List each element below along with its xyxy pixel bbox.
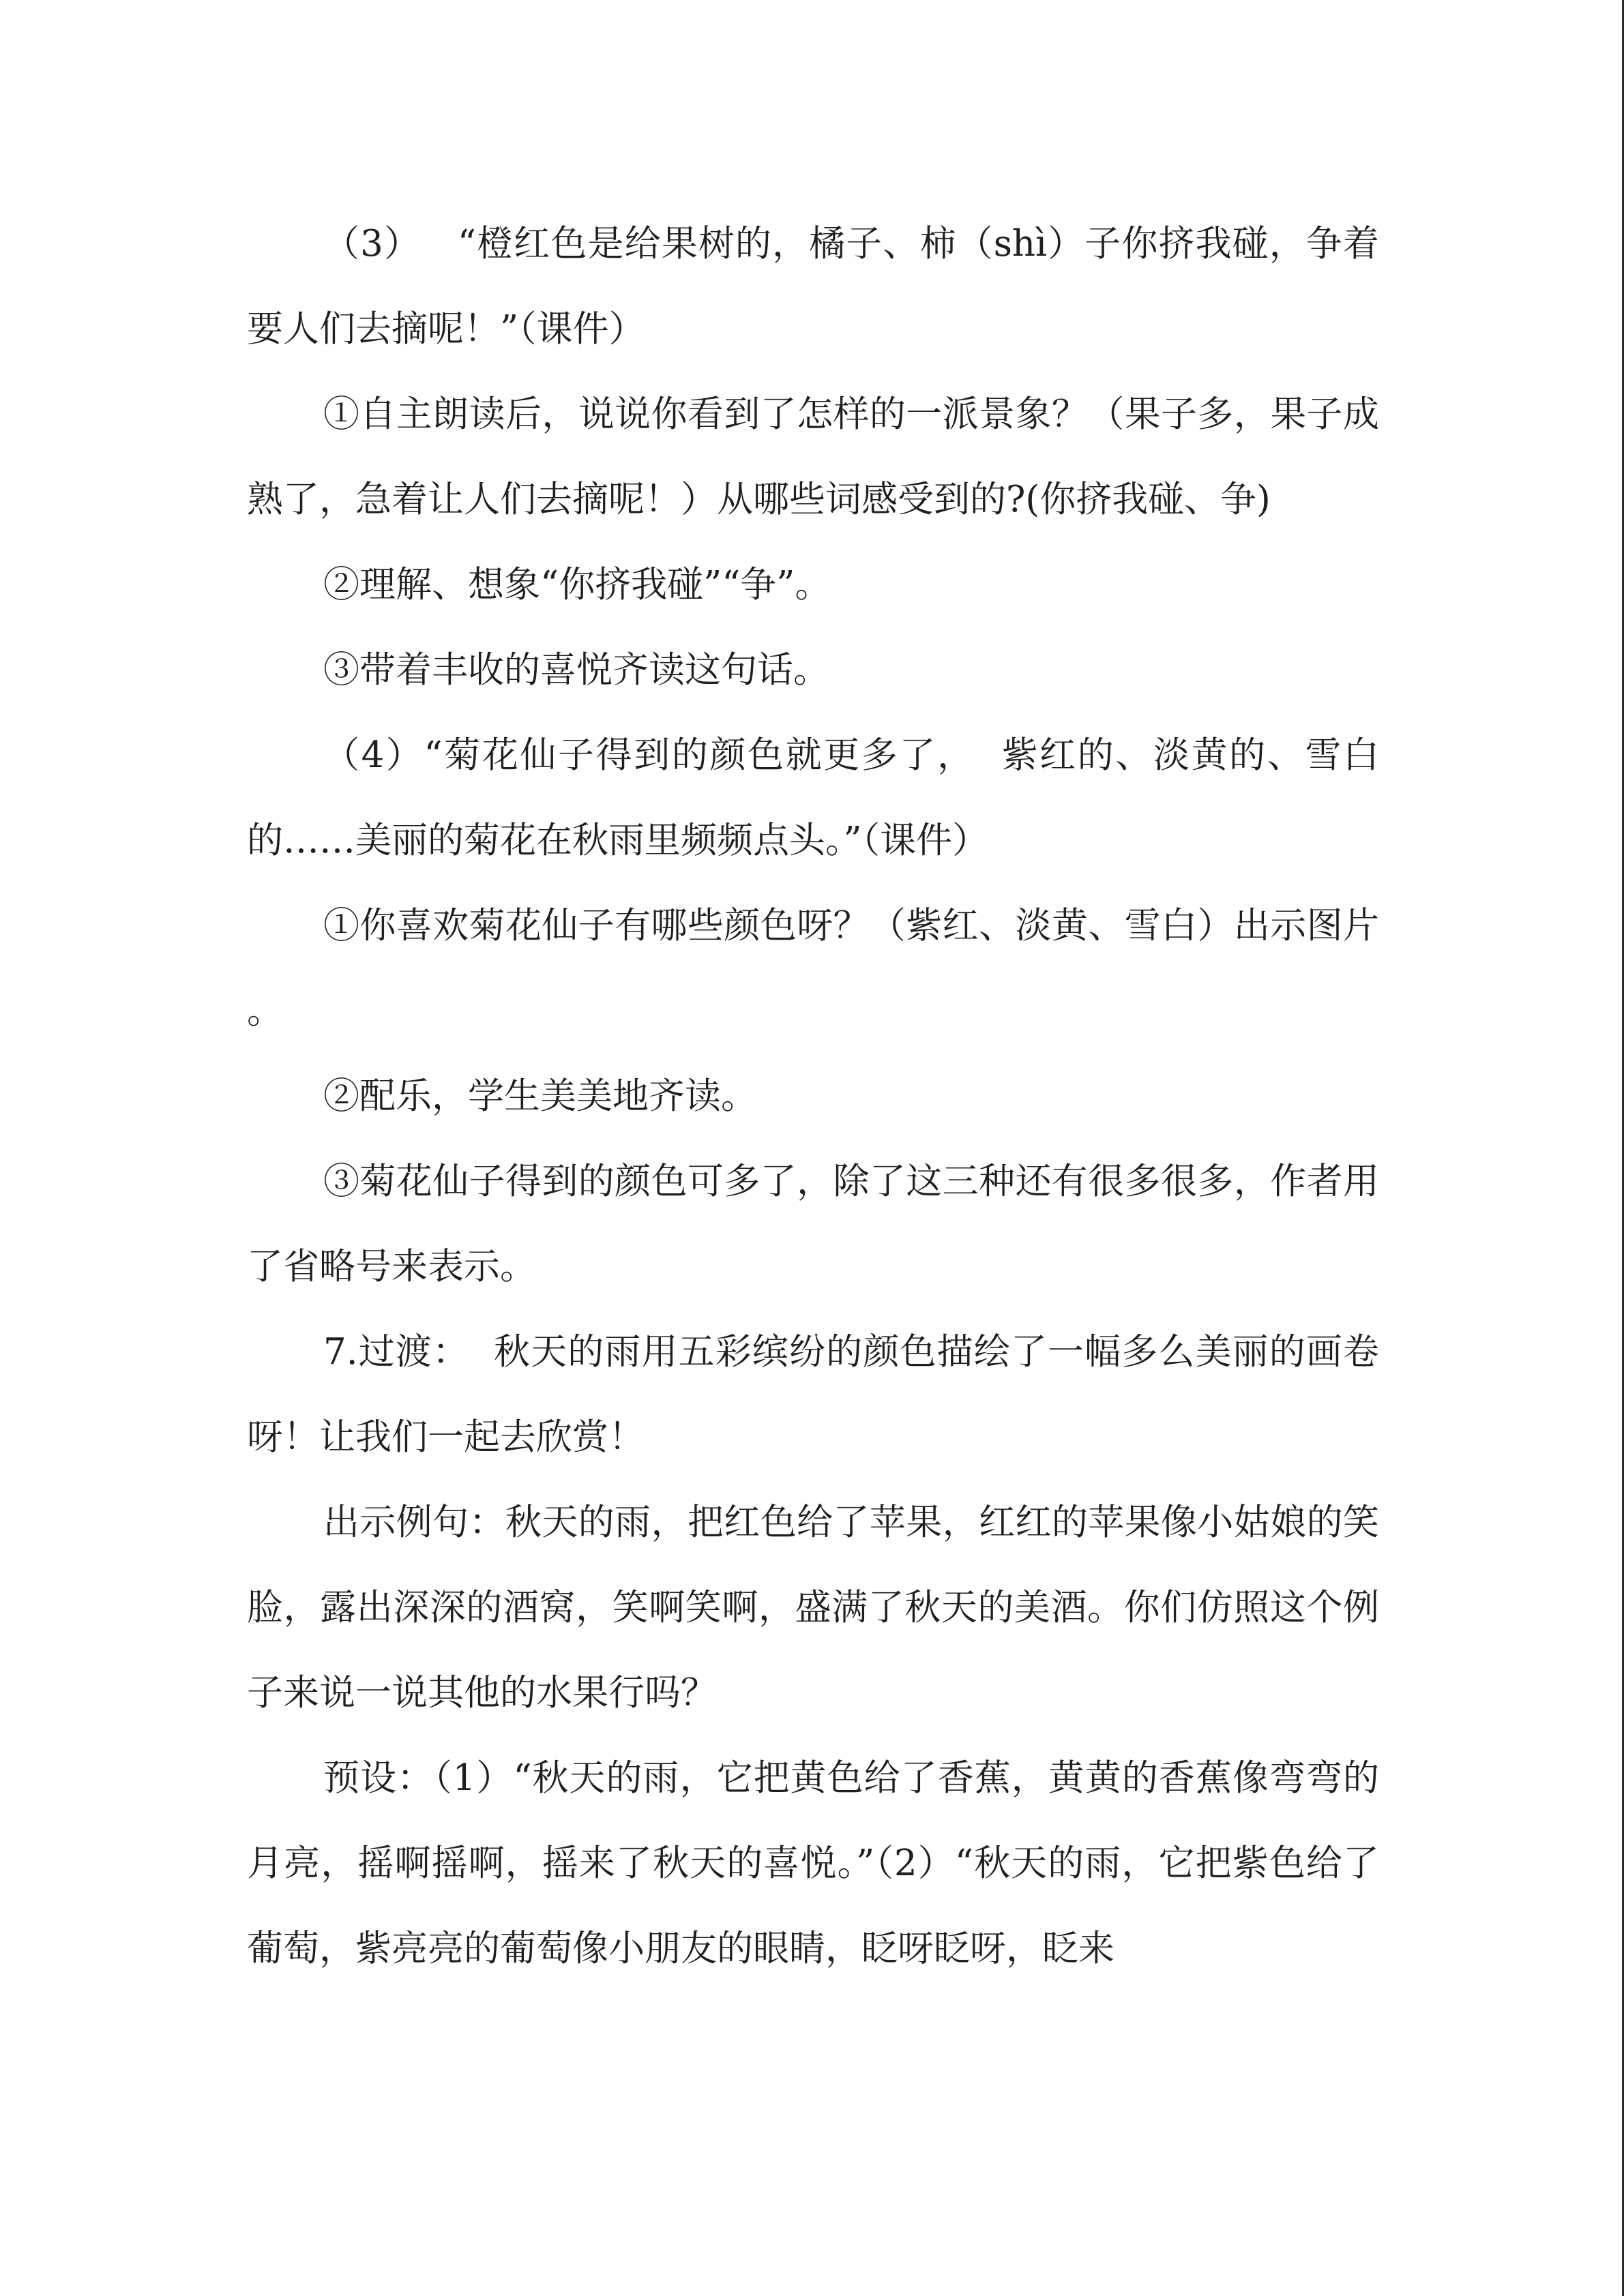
paragraph-example-sentence: 出示例句：秋天的雨，把红色给了苹果，红红的苹果像小姑娘的笑脸，露出深深的酒窝，笑啊笑啊，盛满了秋天的美酒。你们仿照这个例子来说一说其他的水果行吗？	[247, 1502, 1379, 1714]
paragraph-chrysanthemum-colors: ①你喜欢菊花仙子有哪些颜色呀？（紫红、淡黄、雪白）出示图片 。	[247, 905, 1391, 1032]
document-body	[247, 201, 1391, 1991]
paragraph-understand-imagine: ②理解、想象“你挤我碰”“争”。	[323, 564, 831, 606]
paragraph-read-aloud-question: ①自主朗读后，说说你看到了怎样的一派景象？（果子多，果子成熟了，急着让人们去摘呢！）从哪些词感受到的?(你挤我碰、争)	[247, 393, 1379, 520]
paragraph-transition: 7.过渡： 秋天的雨用五彩缤纷的颜色描绘了一幅多么美丽的画卷呀！让我们一起去欣赏！	[247, 1331, 1379, 1458]
paragraph-orange-fruit-sentence: （3） “橙红色是给果树的，橘子、柿（shì）子你挤我碰，争着要人们去摘呢！”（课件）	[247, 223, 1379, 350]
paragraph-read-with-joy: ③带着丰收的喜悦齐读这句话。	[323, 649, 829, 691]
paragraph-music-reading: ②配乐，学生美美地齐读。	[323, 1075, 757, 1117]
paragraph-preset-answers: 预设：（1）“秋天的雨，它把黄色给了香蕉，黄黄的香蕉像弯弯的月亮，摇啊摇啊，摇来了秋天的喜悦。”（2）“秋天的雨，它把紫色给了葡萄，紫亮亮的葡萄像小朋友的眼睛，眨呀眨呀，眨来	[247, 1757, 1379, 1969]
paragraph-ellipsis-note: ③菊花仙子得到的颜色可多了，除了这三种还有很多很多，作者用了省略号来表示。	[247, 1161, 1379, 1287]
paragraph-chrysanthemum-sentence: （4）“菊花仙子得到的颜色就更多了， 紫红的、淡黄的、雪白的……美丽的菊花在秋雨里频频点头。”（课件）	[247, 734, 1379, 861]
